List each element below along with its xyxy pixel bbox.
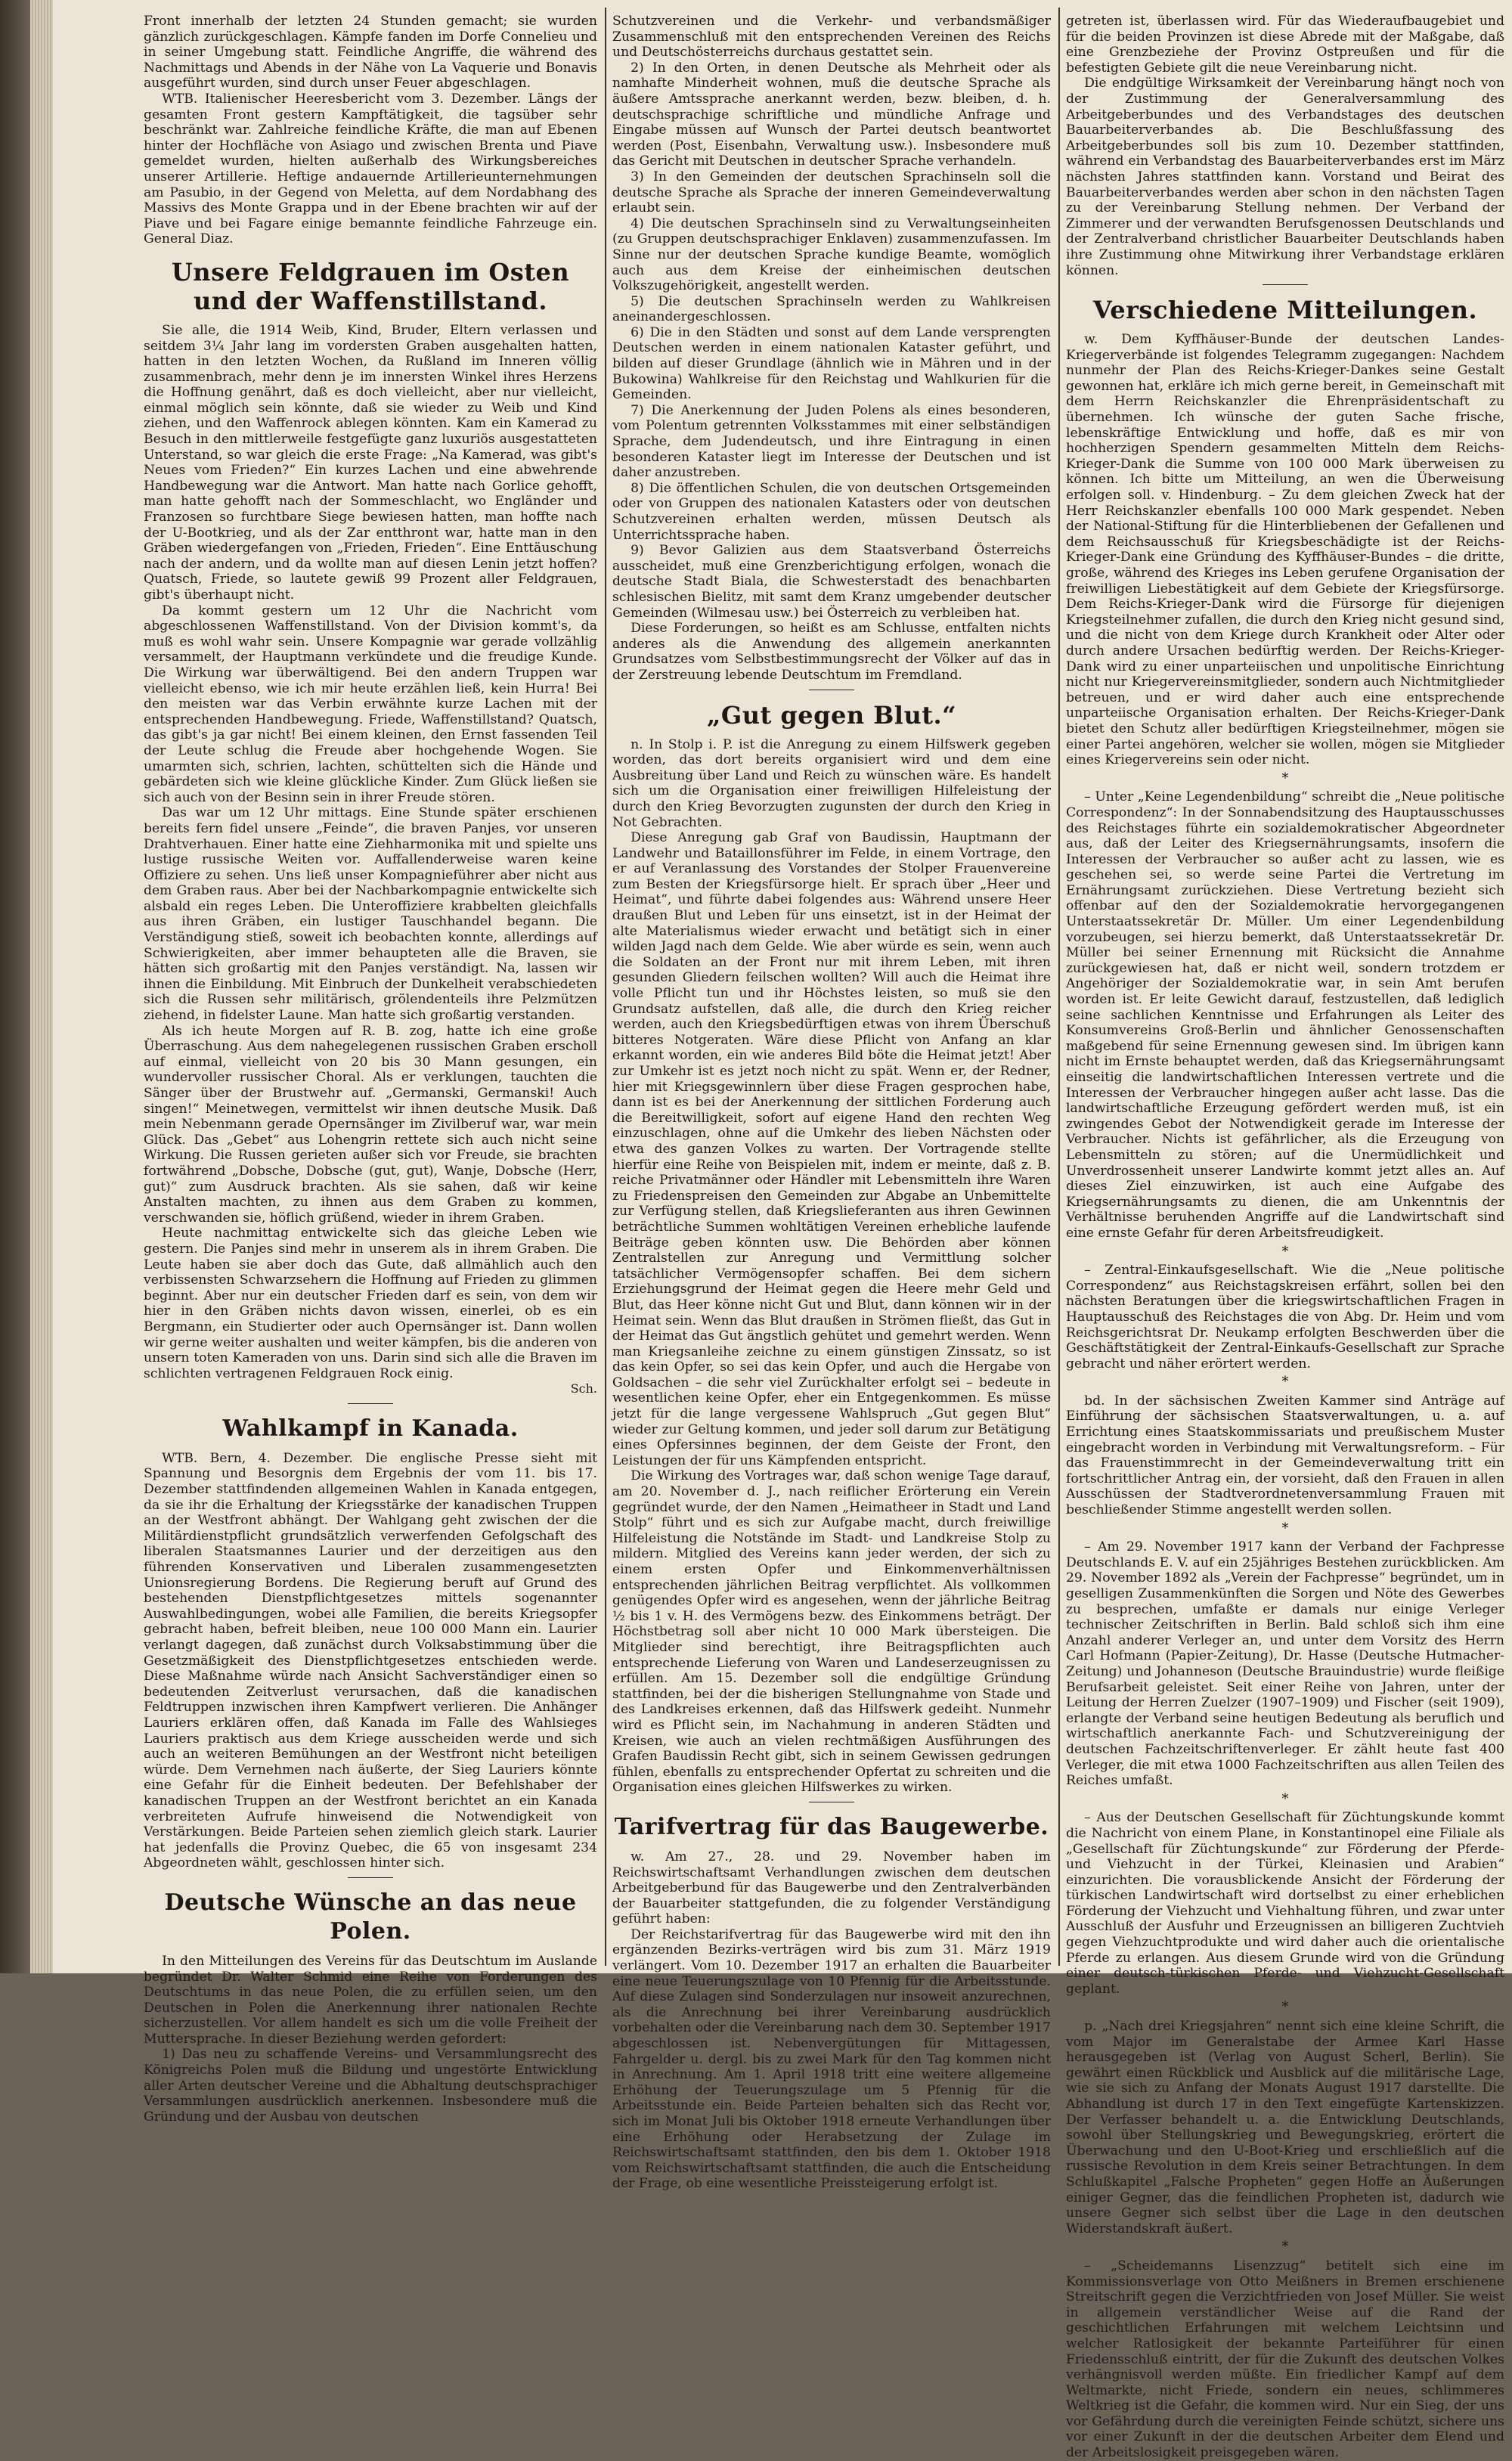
- headline: Verschiedene Mitteilungen.: [1092, 296, 1478, 325]
- article-paragraph: Diese Forderungen, so heißt es am Schlusse, entfalten nichts anderes als die Anwendung des allgemein anerkannten Grundsatzes vom Selbstbestimmungsrecht der Völker auf das in der Zerstreuung lebende Deutschtum im Fremdland.: [612, 621, 1051, 683]
- headline: Deutsche Wünsche an das neue Polen.: [164, 1889, 577, 1945]
- asterisk-divider: *: [1281, 770, 1289, 786]
- article-paragraph: Als ich heute Morgen auf R. B. zog, hatte ich eine große Überraschung. Aus dem nahegelegenen russischen Graben erscholl auf einmal, vielleicht von 20 bis 30 Mann gesungen, ein wundervoller russischer Choral. Als er verklungen, tauchten die Sänger über der Brustwehr auf. „Germanski, Germanski! Auch singen!“ Meinetwegen, vermittelst wir ihnen deutsche Musik. Daß mein Nebenmann gerade Opernsänger im Zivilberuf war, war mein Glück. Das „Gebet“ aus Lohengrin rettete sich auch nicht seine Wirkung. Die Russen gerieten außer sich vor Freude, sie brachten fortwährend „Dobsche, Dobsche (gut, gut), Wanje, Dobsche (Herr, gut)“ zum Ausdruck brachten. Als sie sahen, daß wir keine Anstalten machten, zu ihnen aus dem Graben zu kommen, verschwanden sie, höflich grüßend, wieder in ihrem Graben.: [144, 1023, 597, 1226]
- article-paragraph: Die endgültige Wirksamkeit der Vereinbarung hängt noch von der Zustimmung der Generalversammlung des Arbeitgeberbundes und des Verbandstages des deutschen Bauarbeiterverbandes ab. Die Beschlußfassung des Arbeitgeberbundes soll bis zum 10. Dezember stattfinden, während ein Verbandstag des Bauarbeiterverbandes erst im März nächsten Jahres stattfinden kann. Vorstand und Beirat des Bauarbeiterverbandes werden aber schon in den nächsten Tagen zu der Vereinbarung Stellung nehmen. Der Verband der Zimmerer und der verwandten Berufsgenossen Deutschlands und der Zentralverband christlicher Bauarbeiter Deutschlands haben ihre Zustimmung ohne Mitwirkung ihrer Verbandstage erklären können.: [1066, 76, 1504, 278]
- column-rule: [605, 8, 606, 1966]
- notice-item: – Aus der Deutschen Gesellschaft für Züchtungskunde kommt die Nachricht von einem Plane, in Konstantinopel eine Filiale als „Gesellschaft für Züchtungskunde“ zur Förderung der Pferde- und Viehzucht in der Türkei, Kleinasien und Arabien“ einzurichten. Die vorausblickende Ansicht der Förderung der türkischen Landwirtschaft wird dortselbst zu einer erheblichen Förderung der Viehzucht und Viehhaltung führen, und zwar unter Ausschluß der Ausfuhr und Erzeugnissen an billigeren Zuchtvieh gegen Viehzuchtprodukte und wird daher auch die orientalische Pferde zu erlangen. Aus diesem Grunde wird von die Gründung einer deutsch-türkischen Pferde- und Viehzucht-Gesellschaft geplant.: [1066, 1810, 1504, 1997]
- column-1: [144, 14, 597, 2125]
- article-paragraph: 6) Die in den Städten und sonst auf dem Lande versprengten Deutschen werden in einem nationalen Kataster geführt, und bilden auf dieser Grundlage (ähnlich wie in Mähren und in der Bukowina) Wahlkreise für den Reichstag und Wahlkurien für die Gemeinden.: [612, 324, 1051, 403]
- article-text: WTB. Italienischer Heeresbericht vom 3. Dezember. Längs der gesamten Front gestern Kampftätigkeit, die tagsüber sehr beschränkt war. Zahlreiche feindliche Kräfte, die man auf Ebenen hinter der Hochfläche von Asiago und zwischen Brenta und Piave gemeldet wurden, hielten außerhalb des Wirkungsbereiches unserer Artillerie. Heftige andauernde Artillerieunternehmungen am Pasubio, in der Gegend von Meletta, auf dem Nordabhang des Massivs des Monte Grappa und in der Ebene brachten wir auf der Piave und bei Fagare einige bemannte feindliche Fahrzeuge ein. General Diaz.: [144, 91, 597, 247]
- article-paragraph: Diese Anregung gab Graf von Baudissin, Hauptmann der Landwehr und Bataillonsführer im Felde, in einem Vortrage, den er auf Veranlassung des Vorstandes der Stolper Frauenvereine zum Besten der Kriegsfürsorge hielt. Er sprach über „Heer und Heimat“, und führte dabei folgendes aus: Während unsere Heer draußen Blut und Leben für uns einsetzt, ist in der Heimat der alte Materialismus wieder erwacht und betätigt sich in einer wilden Jagd nach dem Gelde. Wie aber würde es sein, wenn auch die Soldaten an der Front nur mit ihrem Leben, mit ihren gesunden Gliedern feilschen wollten? Will auch die Heimat ihre volle Pflicht tun und ihr Höchstes leisten, so muß sie den Grundsatz aufstellen, daß alle, die durch den Krieg reicher werden, auch den Kriegsbedürftigen etwas von ihrem Überschuß bitteres Notgeraten. Wäre diese Pflicht von Anfang an klar erkannt worden, ein wie anderes Bild böte die Heimat jetzt! Aber zur Umkehr ist es jetzt noch nicht zu spät. Wenn er, der Redner, hier mit Kriegsgewinnlern über diese Fragen gesprochen habe, dann ist es bei der Anerkennung der sittlichen Forderung auch die Bereitwilligkeit, sofort auf eigene Hand den rechten Weg einzuschlagen, ohne auf die Umkehr des lieben Nächsten oder etwa des ganzen Volkes zu warten. Der Vortragende stellte hierfür eine Reihe von Beispielen mit, indem er meinte, daß z. B. reiche Privatmänner oder Händler mit Lebensmitteln ihre Waren zu Friedenspreisen den Gemeinden zur Abgabe an Unbemittelte zur Verfügung stellen, daß Kriegslieferanten aus ihren Gewinnen beträchtliche Summen wohltätigen Vereinen erhebliche laufende Beiträge geben könnten usw. Die Behörden aber können Zentralstellen zur Anregung und Vermittlung solcher tatsächlicher Vermögensopfer schaffen. Bei dem sichern Erziehungsgrund der Heimat gegen die Heere mehr Geld und Blut, das Heer könne nicht Gut und Blut, dann können wir in der Heimat sein. Wenn das Blut draußen in Strömen fließt, das Gut in der Heimat das Gut ängstlich gehütet und gemehrt werden. Wenn man Kriegsanleihe zeichne zu einem günstigen Zinssatz, so ist das kein Opfer, so sei das kein Opfer, und auch die Hergabe von Goldsachen – die sehr viel Zurückhalter erfolgt sei – bedeute in wesentlichen keine Opfer, eher ein Entgegenkommen. Es müsse jetzt für die lange vergessene Wahlspruch „Gut gegen Blut“ wieder zur Geltung kommen, und jeder soll darum zur Betätigung eines Opfersinnes beginnen, der dem Geiste der Front, den Leistungen der für uns Kämpfenden entspricht.: [612, 830, 1051, 1468]
- article-paragraph: getreten ist, überlassen wird. Für das Wiederaufbaugebiet und für die beiden Provinzen ist diese Abrede mit der Maßgabe, daß eine Grenzbeziehe der Provinz Ostpreußen und für die befestigten Gebiete gilt die neue Vereinbarung nicht.: [1066, 14, 1504, 76]
- article-paragraph: WTB. Bern, 4. Dezember. Die englische Presse sieht mit Spannung und Besorgnis dem Ergebnis der vom 11. bis 17. Dezember stattfindenden allgemeinen Wahlen in Kanada entgegen, da sie ihr die Erhaltung der Kriegsstärke der kanadischen Truppen an der Westfront abhängt. Der Wahlgang geht zwischen der die Militärdienstpflicht grundsätzlich verwerfenden Gefolgschaft des liberalen Staatsmannes Laurier und der derzeitigen aus den führenden Konservativen und Liberalen zusammengesetzten Unionsregierung Bordens. Die Regierung beruft auf Grund des bestehenden Dienstpflichtgesetzes mittels sogenannter Auswahlbedingungen, wobei alle Familien, die bereits Kriegsopfer gebracht haben, befreit bleiben, neue 100 000 Mann ein. Laurier verlangt dagegen, daß zunächst durch Volksabstimmung über die Gesetzmäßigkeit des Dienstpflichtgesetzes entschieden werde. Diese Maßnahme würde nach Ansicht Sachverständiger einen so bedeutenden Zeitverlust verursachen, daß die kanadischen Feldtruppen inzwischen ihren Kampfwert verlieren. Die Anhänger Lauriers erklären offen, daß Kanada im Falle des Wahlsieges Lauriers praktisch aus dem Kriege ausscheiden werde und sich auch an weiteren Bemühungen an der Westfront nicht beteiligen würde. Dem Vernehmen nach äußerte, der Sieg Lauriers könnte eine Gefahr für die Einheit bedeuten. Der Befehlshaber der kanadischen Truppen an der Westfront berichtet an ein Kanada verbreiteten Aufrufe hinweisend die Notwendigkeit von Verstärkungen. Beide Parteien sehen ziemlich gleich stark. Laurier hat jedenfalls die Provinz Quebec, die 65 von insgesamt 234 Abgeordneten wählt, geschlossen hinter sich.: [144, 1450, 597, 1871]
- article-paragraph: Die Wirkung des Vortrages war, daß schon wenige Tage darauf, am 20. November d. J., nach reiflicher Erörterung ein Verein gegründet wurde, der den Namen „Heimatheer in Stadt und Land Stolp“ führt und es sich zur Aufgabe macht, durch freiwillige Hilfeleistung die Notstände im Stadt- und Landkreise Stolp zu mildern. Mitglied des Vereins kann jeder werden, der sich zu einem ersten Opfer und Einkommenverhältnissen entsprechenden jährlichen Beitrag verpflichtet. Als vollkommen genügendes Opfer wird es angesehen, wenn der jährliche Beitrag ½ bis 1 v. H. des Vermögens bezw. des Einkommens beträgt. Der Höchstbetrag soll aber nicht 10 000 Mark übersteigen. Die Mitglieder sind berechtigt, ihre Beitragspflichten auch entsprechende Lieferung von Waren und Landeserzeugnissen zu erfüllen. Am 15. Dezember soll die endgültige Gründung stattfinden, bei der die bisherigen Stellungnahme von Stade und des Landkreises erkennen, daß das Hilfswerk gedeiht. Nunmehr wird es Pflicht sein, im Nachahmung in anderen Städten und Kreisen, wie auch an vielen rechtmäßigen Ausführungen des Grafen Baudissin Recht gibt, sich in seinem Gewissen gedrungen fühlen, ebenfalls zu entsprechender Opfertat zu schreiten und die Organisation eines gleichen Hilfswerkes zu wirken.: [612, 1468, 1051, 1796]
- asterisk-divider: *: [1281, 1790, 1289, 1807]
- asterisk-divider: *: [1281, 1999, 1289, 2016]
- notice-item: – „Scheidemanns Lisenzzug“ betitelt sich eine im Kommissionsverlage von Otto Meißners in Bremen erschienene Streitschrift gegen die Verzichtfrieden von Josef Müller. Sie weist in allgemein verständlicher Weise auf die Rand der geschichtlichen Erfahrungen mit welchem Leichtsinn und welcher Ratlosigkeit der bekannte Parteiführer für einen Friedensschluß eintritt, der für die Zukunft des deutschen Volkes verhängnisvoll werden müßte. Ein friedlicher Kampf auf dem Weltmarkte, nicht Friede, sondern ein neues, schlimmeres Weltkrieg ist die Gefahr, die kommen wird. Nur ein Sieg, der uns vor Gefährdung durch die vereinigten Feinde schützt, sichere uns vor einer Zukunft in der die deutschen Arbeiter dem Elend und der Arbeitslosigkeit preisgegeben wären.: [1066, 2258, 1504, 2461]
- article-paragraph: 1) Das neu zu schaffende Vereins- und Versammlungsrecht des Königreichs Polen muß die Bildung und ungestörte Entwicklung aller Arten deutscher Vereine und die Abhaltung deutschsprachiger Versammlungen ausdrücklich anerkennen. Insbesondere muß die Gründung und der Ausbau von deutschen: [144, 2047, 597, 2125]
- separator: [348, 1403, 393, 1404]
- notice-item: w. Dem Kyffhäuser-Bunde der deutschen Landes-Kriegerverbände ist folgendes Telegramm zugegangen: Nachdem nunmehr der Plan des Reichs-Krieger-Dankes seine Gestalt gewonnen hat, erkläre ich mich gerne bereit, in Gemeinschaft mit dem Herrn Reichskanzler die Ehrenpräsidentschaft zu übernehmen. Ich wünsche der guten Sache frische, lebenskräftige Entwicklung und hoffe, daß es mir von hochherzigen Spendern gesammelten Mitteln dem Reichs-Krieger-Dank die Summe von 100 000 Mark überweisen zu können. Ich bitte um Mitteilung, an wen die Überweisung erfolgen soll. v. Hindenburg. – Zu dem gleichen Zweck hat der Herr Reichskanzler ebenfalls 100 000 Mark gespendet. Neben der National-Stiftung für die Hinterbliebenen der Gefallenen und dem Reichsausschuß für Kriegsbeschädigte ist der Reichs-Krieger-Dank eine Gründung des Kyffhäuser-Bundes – die dritte, große, während des Krieges ins Leben gerufene Organisation der freiwilligen Liebestätigkeit auf dem Gebiete der Kriegsfürsorge. Dem Reichs-Krieger-Dank wird die Fürsorge für diejenigen Kriegsteilnehmer zufallen, die durch den Krieg nicht gesund sind, und die nicht von dem Kriege durch Krankheit oder Alter oder durch andere Ursachen bedürftig werden. Der Reichs-Krieger-Dank wird zu einer unparteiischen und unpolitische Einrichtung nicht nur Kriegervereinsmitglieder, sondern auch Nichtmitglieder betreuen, und er wird daher auch eine entsprechende unparteiische Organisation erhalten. Der Reichs-Krieger-Dank bietet den Schutz aller bedürftigen Kriegsteilnehmer, mögen sie einer Partei angehören, welcher sie wollen, mögen sie Mitglieder eines Kriegervereins sein oder nicht.: [1066, 332, 1504, 768]
- article-paragraph: Heute nachmittag entwickelte sich das gleiche Leben wie gestern. Die Panjes sind mehr in unserem als in ihrem Graben. Die Leute haben sie aber doch das Gute, daß allmählich auch den verbissensten Schwarzsehern die Hoffnung auf Frieden zu glimmen beginnt. Aber nur ein deutscher Frieden darf es sein, von dem wir hier in den Gräben nichts davon wissen, einerlei, ob es ein Bergmann, ein Studierter oder auch Opernsänger ist. Dann wollen wir gerne weiter aushalten und weiter kämpfen, bis die anderen von unsern toten Kameraden von uns. Darin sind sich alle die Braven im schlichten vertragenen Feldgrauen Rock einig.: [144, 1226, 597, 1381]
- article-paragraph: Das war um 12 Uhr mittags. Eine Stunde später erschienen bereits fern fidel unsere „Feinde“, die braven Panjes, vor unseren Drahtverhauen. Einer hatte eine Ziehharmonika mit und spielte uns lustige russische Weiten vor. Auffallenderweise waren keine Offiziere zu sehen. Uns ließ unser Kompagnieführer aber nicht aus dem Graben raus. Aber bei der Nachbarkompagnie entwickelte sich alsbald ein reges Leben. Die Unteroffiziere krabbelten gleichfalls aus ihren Gräben, ein lustiger Tauschhandel begann. Die Verständigung stieß, soweit ich beobachten konnte, allerdings auf Schwierigkeiten, aber immer behaupteten alle die Braven, sie hätten sich großartig mit den Panjes verständigt. Na, lassen wir ihnen die Einbildung. Mit Einbruch der Dunkelheit verabschiedeten sich die Russen sehr militärisch, grölendenteils ihre Pelzmützen ziehend, in fidelster Laune. Man hatte sich großartig verstanden.: [144, 805, 597, 1024]
- article-paragraph: Da kommt gestern um 12 Uhr die Nachricht vom abgeschlossenen Waffenstillstand. Von der Division kommt's, da muß es wohl wahr sein. Unsere Kompagnie war gerade vollzählig versammelt, der Hauptmann verkündete und die freudige Kunde. Die Wirkung war überwältigend. Bei den andern Truppen war vielleicht ebenso, wie ich mir heute erzählen ließ, kein Hurra! Bei den meisten war das Verbin erwähnte kurze Lachen mit der entsprechenden Handbewegung. Friede, Waffenstillstand? Quatsch, das gibt's ja gar nicht! Bei einem kleinen, den Ernst fassenden Teil der Leute schlug die Freude aber hochgehende Wogen. Sie umarmten sich, schrien, lachten, schüttelten sich die Hände und gebärdeten sich wie kleine glückliche Kinder. Zum Glück ließen sie sich auch von der Besinn sein in ihrer Freude stören.: [144, 603, 597, 805]
- separator: [348, 1877, 393, 1878]
- article-paragraph: w. Am 27., 28. und 29. November haben im Reichswirtschaftsamt Verhandlungen zwischen dem deutschen Arbeitgeberbund für das Baugewerbe und den Zentralverbänden der Bauarbeiter stattgefunden, die zu folgender Verständigung geführt haben:: [612, 1849, 1051, 1927]
- article-paragraph: 9) Bevor Galizien aus dem Staatsverband Österreichs ausscheidet, muß eine Grenzberichtigung erfolgen, wonach die deutsche Stadt Biala, die Schwesterstadt des benachbarten schlesischen Bielitz, mit samt dem Kranz umgebender deutscher Gemeinden (Wilmesau usw.) bei Österreich zu verbleiben hat.: [612, 543, 1051, 621]
- newspaper-page: [53, 0, 1512, 2461]
- headline: Tarifvertrag für das Baugewerbe.: [614, 1813, 1049, 1840]
- headline: Unsere Feldgrauen im Osten und der Waffenstillstand.: [171, 257, 570, 315]
- asterisk-divider: *: [1281, 2239, 1289, 2255]
- article-paragraph: 5) Die deutschen Sprachinseln werden zu Wahlkreisen aneinandergeschlossen.: [612, 293, 1051, 325]
- column-3: [1066, 14, 1504, 2461]
- notice-item: bd. In der sächsischen Zweiten Kammer sind Anträge auf Einführung der sächsischen Staatsverwaltungen, u. a. auf Errichtung eines Staatskommissariats und preußischem Muster eingebracht worden in Verbindung mit Verwaltungsreform. – Für das Frauenstimmrecht in der Gemeindeverwaltung tritt ein fortschrittlicher Antrag ein, der vorsieht, daß den Frauen in allen Ausschüssen der Stadtverordnetenversammlung Frauen mit beschließender Stimme angestellt werden sollen.: [1066, 1393, 1504, 1518]
- separator: [1263, 284, 1308, 285]
- asterisk-divider: *: [1281, 1243, 1289, 1260]
- article-paragraph: 8) Die öffentlichen Schulen, die von deutschen Ortsgemeinden oder von Gruppen des nationalen Katasters oder von deutschen Schutzvereinen erhalten werden, müssen Deutsch als Unterrichtssprache haben.: [612, 480, 1051, 543]
- asterisk-divider: *: [1281, 1374, 1289, 1390]
- headline: „Gut gegen Blut.“: [706, 700, 957, 730]
- notice-item: – Zentral-Einkaufsgesellschaft. Wie die „Neue politische Correspondenz“ aus Reichstagskreisen erfährt, sollen bei den nächsten Beratungen über die kriegswirtschaftlichen Fragen in Hauptausschuß des Reichstages die von Abg. Dr. Heim und vom Reichsgerichtsrat Dr. Neukamp erfolgten Beschwerden über die Geschäftstätigkeit der Zentral-Einkaufs-Gesellschaft zur Sprache gebracht und näher erörtert werden.: [1066, 1263, 1504, 1372]
- article-paragraph: 2) In den Orten, in denen Deutsche als Mehrheit oder als namhafte Minderheit wohnen, muß die deutsche Sprache als äußere Amtssprache anerkannt werden, bezw. bleiben, d. h. deutschsprachige schriftliche und mündliche Anfrage und Eingabe müssen auf Wunsch der Partei deutsch beantwortet werden (Post, Eisenbahn, Verwaltung usw.). Insbesondere muß das Gericht mit Deutschen in deutscher Sprache verhandeln.: [612, 60, 1051, 169]
- notice-item: p. „Nach drei Kriegsjahren“ nennt sich eine kleine Schrift, die vom Major im Generalstabe der Armee Karl Hasse herausgegeben ist (Verlag von August Scherl, Berlin). Sie gewährt einen Rückblick und Ausblick auf die militärische Lage, wie sie sich zu Anfang der Monats August 1917 darstellte. Die Abhandlung ist durch 17 in den Text eingefügte Kartenskizzen. Der Verfasser behandelt u. a. die Entwicklung Deutschlands, sowohl über Stellungskrieg und Bewegungskrieg, erörtert die Überwachung und den U-Boot-Krieg und erschließlich auf die russische Revolution in dem Kreis seiner Betrachtungen. In dem Schlußkapitel „Falsche Propheten“ gegen Hoffe an Äußerungen einiger Gegner, das die feindlichen Propheten ist, dadurch wie unsere Gegner sich selbst über die Lage in den deutschen Widerstandskraft äußert.: [1066, 2019, 1504, 2236]
- article-text: Front innerhalb der letzten 24 Stunden gemacht; sie wurden gänzlich zurückgeschlagen. Kämpfe fanden im Dorfe Connelieu und in seiner Umgebung statt. Feindliche Angriffe, die während des Nachmittags und Abends in der Nähe von La Vaquerie und Bonavis ausgeführt wurden, sind durch unser Feuer abgeschlagen.: [144, 14, 597, 91]
- article-paragraph: 3) In den Gemeinden der deutschen Sprachinseln soll die deutsche Sprache als Sprache der inneren Gemeindeverwaltung erlaubt sein.: [612, 169, 1051, 216]
- article-paragraph: In den Mitteilungen des Vereins für das Deutschtum im Auslande begründet Dr. Walter Schmid eine Reihe von Forderungen des Deutschtums in das neue Polen, die zu erfüllen seien, um den Deutschen in Polen die Anerkennung ihrer nationalen Rechte sicherzustellen. Vor allem handelt es sich um die volle Freiheit der Muttersprache. In dieser Beziehung werden gefordert:: [144, 1953, 597, 2047]
- asterisk-divider: *: [1281, 1520, 1289, 1536]
- column-rule: [1058, 8, 1060, 1966]
- headline: Wahlkampf in Kanada.: [222, 1415, 519, 1442]
- article-signature: Sch.: [570, 1381, 597, 1396]
- notice-item: – Am 29. November 1917 kann der Verband der Fachpresse Deutschlands E. V. auf ein 25jähriges Bestehen zurückblicken. Am 29. November 1892 als „Verein der Fachpresse“ begründet, um in geselligen Zusammenkünften die Sorgen und Nöte des Gewerbes zu besprechen, umfaßte er damals nur einige Verleger technischer Zeitschriften in Berlin. Bald schloß sich ihm eine Anzahl anderer Verleger an, und unter dem Vorsitz des Herrn Carl Hofmann (Papier-Zeitung), Dr. Hasse (Deutsche Hutmacher-Zeitung) und Johanneson (Deutsche Brauindustrie) wurde fleißige Berufsarbeit geleistet. Seit einer Reihe von Jahren, unter der Leitung der Herren Zuelzer (1907–1909) und Fischer (seit 1909), erlangte der Verband seine heutigen Bedeutung als beruflich und wirtschaftlich anerkannte Fach- und Schutzvereinigung der deutschen Fachzeitschriftenverleger. Er zählt heute fast 400 Verleger, die mit etwa 1000 Fachzeitschriften aus allen Teilen des Reiches umfaßt.: [1066, 1539, 1504, 1789]
- column-2: [612, 14, 1051, 2192]
- article-paragraph: Sie alle, die 1914 Weib, Kind, Bruder, Eltern verlassen und seitdem 3¼ Jahr lang im vordersten Graben ausgehalten hatten, hatten in den letzten Wochen, da Rußland im Inneren völlig zusammenbrach, mehr denn je im innersten Winkel ihres Herzens die Hoffnung genährt, daß es doch vielleicht, aber nur vielleicht, einmal möglich sein könnte, daß sie wieder zu Weib und Kind ziehen, und den Waffenrock ablegen könnten. Kam ein Kamerad zu Besuch in den mittlerweile festgefügte ganz luxuriös ausgestatteten Unterstand, so war gleich die erste Frage: „Na Kamerad, was gibt's Neues vom Frieden?“ Ein kurzes Lachen und eine abwehrende Handbewegung war die Antwort. Man hatte nach Gorlice gehofft, man hatte gehofft nach der Sommeschlacht, wo Engländer und Franzosen so furchtbare Siege bewiesen hatten, man hoffte nach der U-Bootkrieg, und als der Zar entthront war, hatte man in den Gräben wiedergefangen von „Frieden, Frieden“. Eine Enttäuschung nach der andern, und da wollte man auf diesen Lenin jetzt hoffen? Quatsch, Friede, so lautete gewiß 99 Prozent aller Feldgrauen, gibt's überhaupt nicht.: [144, 322, 597, 603]
- article-paragraph: n. In Stolp i. P. ist die Anregung zu einem Hilfswerk gegeben worden, das dort bereits organisiert wird und dem eine Ausbreitung über Land und Reich zu wünschen wäre. Es handelt sich um die Organisation einer freiwilligen Hilfeleistung der durch den Krieg Bevorzugten zugunsten der durch den Krieg in Not Gebrachten.: [612, 736, 1051, 830]
- notice-item: – Unter „Keine Legendenbildung“ schreibt die „Neue politische Correspondenz“: In der Sonnabendsitzung des Hauptausschusses des Reichstages führte ein sozialdemokratischer Abgeordneter aus, daß der Leiter des Kriegsernährungsamts, insofern die Interessen der Verbraucher so außer acht zu lassen, wie es geschehen sei, so werde seine Partei die Vertretung im Ernährungsamt zurückziehen. Diese Vertretung bezieht sich offenbar auf den der Sozialdemokratie hervorgegangenen Unterstaatssekretär Dr. Müller. Um einer Legendenbildung vorzubeugen, sei hierzu bemerkt, daß Unterstaatssekretär Dr. Müller bei seiner Ernennung mit Rücksicht die Annahme zurückgewiesen hat, daß er nicht weil, sondern trotzdem er Angehöriger der Sozialdemokratie war, in sein Amt berufen worden ist. Er leite Gewicht darauf, festzustellen, daß lediglich seine sachlichen Kenntnisse und Erfahrungen als Leiter des Konsumvereins Groß-Berlin und ähnlicher Genossenschaften maßgebend für seine Ernennung gewesen sind. Im übrigen kann nicht im Ernste behauptet werden, daß das Kriegsernährungsamt einseitig die landwirtschaftlichen Interessen vertrete und die Interessen der Verbraucher hingegen außer acht lasse. Das die landwirtschaftliche Erzeugung gefördert werden muß, ist ein zwingendes Gebot der Notwendigkeit gerade im Interesse der Verbraucher. Nichts ist gefährlicher, als die Erzeugung von Lebensmitteln zu stören; auf die Unermüdlichkeit und Unverdrossenheit unserer Landwirte kommt jetzt alles an. Auf dieses Ziel einzuwirken, ist auch eine Aufgabe des Kriegsernährungsamts zu dienen, die am Unkenntnis der Verhältnisse beruhenden Angriffe auf die Landwirtschaft sind eine ernste Gefahr für deren Arbeitsfreudigkeit.: [1066, 789, 1504, 1241]
- article-paragraph: 4) Die deutschen Sprachinseln sind zu Verwaltungseinheiten (zu Gruppen deutschsprachiger Enklaven) zusammenzufassen. Im Sinne nur der deutschen Sprache kundige Beamte, womöglich auch aus dem Kreise der einheimischen deutschen Volkszugehörigkeit, angestellt werden.: [612, 215, 1051, 294]
- article-paragraph: Der Reichstarifvertrag für das Baugewerbe wird mit den ihn ergänzenden Bezirks-verträgen wird bis zum 31. März 1919 verlängert. Vom 10. Dezember 1917 an erhalten die Bauarbeiter eine neue Teuerungszulage von 10 Pfennig für die Arbeitsstunde. Auf diese Zulagen sind Sonderzulagen nur insoweit anzurechnen, als die Anrechnung bei ihrer Vereinbarung ausdrücklich vorbehalten oder die Vereinbarung nach dem 30. September 1917 abgeschlossen ist. Nebenvergütungen für Mittagessen, Fahrgelder u. dergl. bis zu zwei Mark für den Tag kommen nicht in Anrechnung. Am 1. April 1918 tritt eine weitere allgemeine Erhöhung der Teuerungszulage um 5 Pfennig für die Arbeitsstunde ein. Beide Parteien behalten sich das Recht vor, sich im Monat Juli bis Oktober 1918 erneute Verhandlungen über eine Erhöhung oder Herabsetzung der Zulage im Reichswirtschaftsamt stattfinden, den bis dem 1. Oktober 1918 vom Reichswirtschaftsamt stattfinden, die auch die Entscheidung der Frage, ob eine wesentliche Preissteigerung erfolgt ist.: [612, 1926, 1051, 2192]
- article-paragraph: 7) Die Anerkennung der Juden Polens als eines besonderen, vom Polentum getrennten Volksstammes mit einer selbständigen Sprache, dem Judendeutsch, und ihre Eintragung in einen besonderen Kataster liegt im Interesse der Deutschen und ist daher anzustreben.: [612, 402, 1051, 481]
- article-paragraph: Schutzvereinen und die Verkehr- und verbandsmäßiger Zusammenschluß mit den entsprechenden Vereinen des Reichs und Deutschösterreichs durchaus gestattet sein.: [612, 14, 1051, 60]
